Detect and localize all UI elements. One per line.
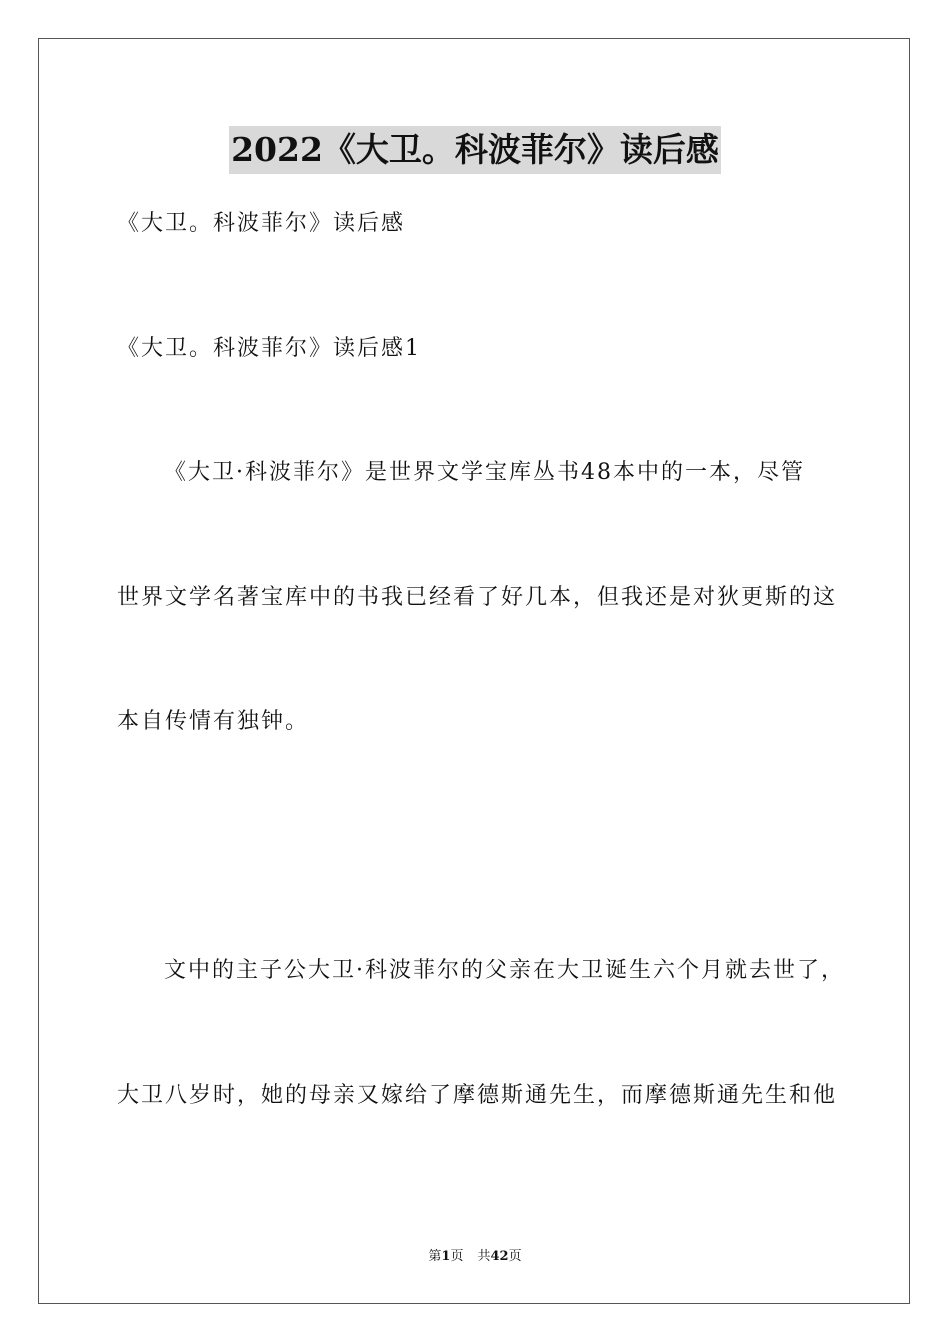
- paragraph-2-line-2: 大卫八岁时，她的母亲又嫁给了摩德斯通先生，而摩德斯通先生和他: [117, 1083, 838, 1108]
- paragraph-2-line-1: 文中的主子公大卫·科波菲尔的父亲在大卫诞生六个月就去世了，: [164, 958, 845, 983]
- document-title: 2022《大卫。科波菲尔》读后感: [229, 126, 721, 174]
- page-footer: [0, 1247, 950, 1267]
- paragraph-1-line-1: 《大卫·科波菲尔》是世界文学宝库丛书48本中的一本，尽管: [164, 460, 805, 485]
- section-heading: 《大卫。科波菲尔》读后感1: [117, 336, 421, 361]
- paragraph-1-line-2: 世界文学名著宝库中的书我已经看了好几本，但我还是对狄更斯的这: [117, 585, 838, 610]
- title-container: [0, 126, 950, 174]
- total-pages-number: 42: [490, 1249, 509, 1264]
- current-page-number: 1: [441, 1249, 451, 1264]
- paragraph-1-line-3: 本自传情有独钟。: [117, 709, 310, 734]
- subtitle-line: 《大卫。科波菲尔》读后感: [117, 211, 406, 236]
- page-suffix: 页: [450, 1249, 464, 1264]
- page-prefix: 第: [428, 1249, 442, 1264]
- total-prefix: 共: [477, 1249, 491, 1264]
- total-suffix: 页: [508, 1249, 522, 1264]
